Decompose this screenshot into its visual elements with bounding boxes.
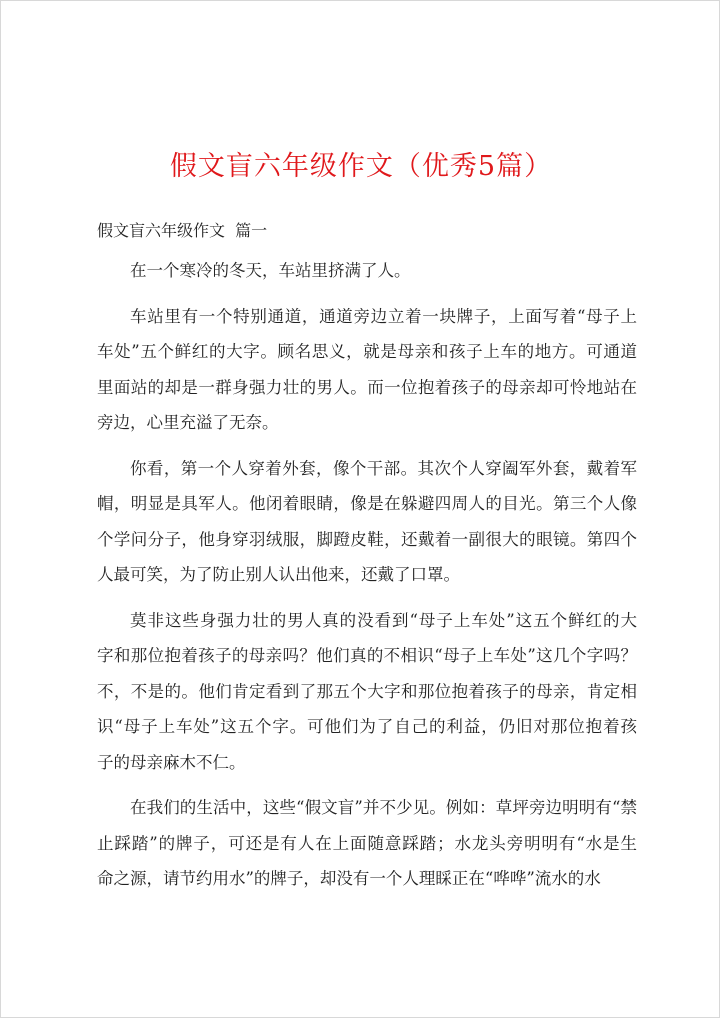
paragraph-line: 旁边，心里充溢了无奈。 xyxy=(97,413,279,432)
paragraph-line: 车处”五个鲜红的大字。顾名思义，就是母亲和孩子上车的地方。可通道 xyxy=(97,342,637,361)
document-title: 假文盲六年级作文（优秀5篇） xyxy=(169,151,553,182)
paragraph xyxy=(97,451,637,593)
paragraph xyxy=(97,299,637,441)
document-body xyxy=(97,253,637,907)
paragraph-line: 字和那位抱着孩子的母亲吗？他们真的不相识“母子上车处”这几个字吗？ xyxy=(97,646,637,665)
paragraph-line: 在一个寒冷的冬天，车站里挤满了人。 xyxy=(130,261,411,280)
paragraph-line: 车站里有一个特别通道，通道旁边立着一块牌子，上面写着“母子上 xyxy=(130,306,637,326)
paragraph-line: 在我们的生活中，这些“假文盲”并不少见。例如：草坪旁边明明有“禁 xyxy=(130,798,637,817)
paragraph-line: 命之源，请节约用水”的牌子，却没有一个人理睬正在“哗哗”流水的水 xyxy=(97,869,601,888)
paragraph xyxy=(97,253,637,289)
paragraph-line: 帽，明显是具军人。他闭着眼睛，像是在躲避四周人的目光。第三个人像 xyxy=(97,494,637,513)
paragraph-line: 个学问分子，他身穿羽绒服，脚蹬皮鞋，还戴着一副很大的眼镜。第四个 xyxy=(97,529,637,549)
paragraph xyxy=(97,790,637,897)
paragraph-line: 止踩踏”的牌子，可还是有人在上面随意踩踏；水龙头旁明明有“水是生 xyxy=(97,833,637,853)
section-heading: 假文盲六年级作文 篇一 xyxy=(97,221,268,240)
paragraph-line: 人最可笑，为了防止别人认出他来，还戴了口罩。 xyxy=(97,565,460,584)
paragraph-line: 莫非这些身强力壮的男人真的没看到“母子上车处”这五个鲜红的大 xyxy=(130,610,637,630)
paragraph-line: 你看，第一个人穿着外套，像个干部。其次个人穿阖军外套，戴着军 xyxy=(130,458,637,478)
paragraph-line: 不，不是的。他们肯定看到了那五个大字和那位抱着孩子的母亲，肯定相 xyxy=(97,681,637,701)
paragraph-line: 里面站的却是一群身强力壮的男人。而一位抱着孩子的母亲却可怜地站在 xyxy=(97,377,637,397)
paragraph-line: 识“母子上车处”这五个字。可他们为了自己的利益，仍旧对那位抱着孩 xyxy=(97,717,637,736)
paragraph-line: 子的母亲麻木不仁。 xyxy=(97,752,246,772)
paragraph xyxy=(97,603,637,781)
